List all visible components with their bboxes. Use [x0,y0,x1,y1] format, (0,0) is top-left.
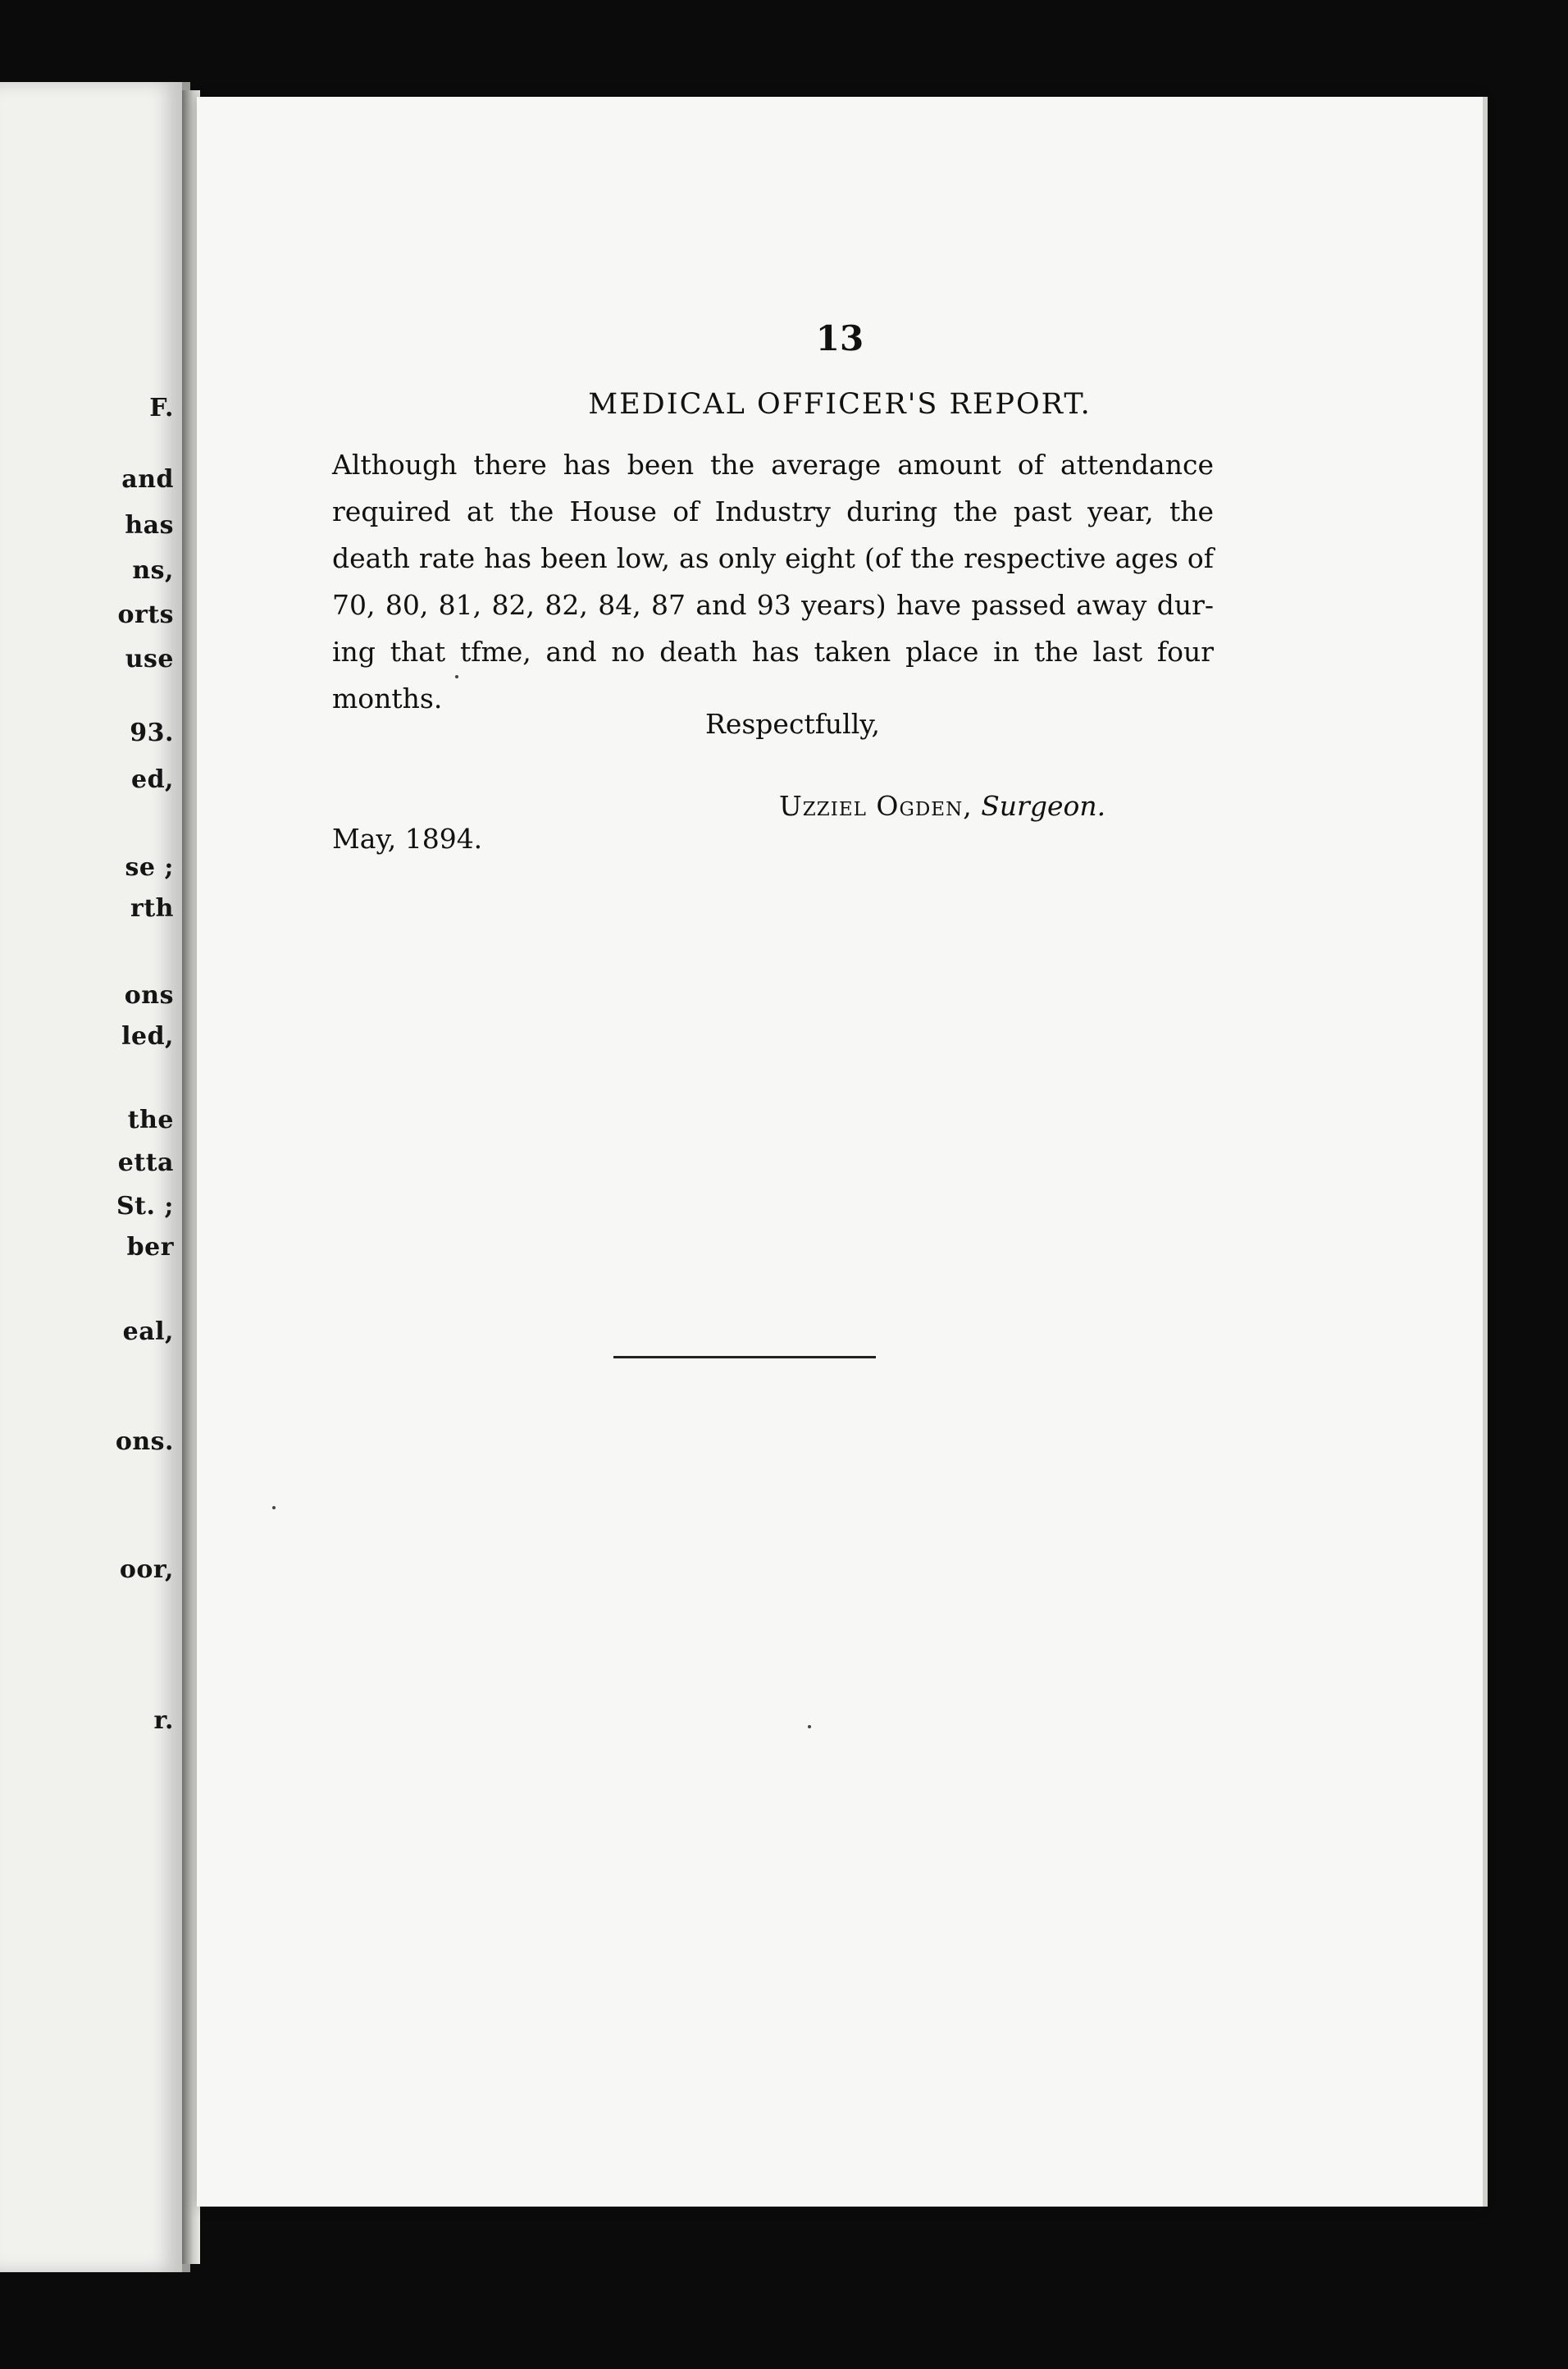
left-page [0,82,190,2272]
left-fragment: ber [126,1233,174,1262]
left-fragment: led, [121,1022,174,1051]
left-fragment: ns, [132,556,174,585]
left-page-text-fragments [0,82,174,2272]
left-fragment: use [125,645,174,673]
left-fragment: F. [149,394,174,422]
left-fragment: has [125,511,174,540]
paragraph-line: death rate has been low, as only eight (of the respective ages of [332,542,1214,574]
left-fragment: r. [153,1706,174,1735]
left-fragment: etta [117,1148,174,1177]
left-fragment: rth [130,894,174,923]
report-date: May, 1894. [332,823,483,855]
ink-speck [808,1725,811,1728]
left-fragment: 93. [130,719,174,747]
left-fragment: the [127,1106,174,1134]
report-paragraph [332,441,1214,722]
left-fragment: ons [124,981,174,1010]
ink-speck [455,675,458,678]
left-fragment: and [121,465,174,494]
left-fragment: ons. [115,1427,174,1456]
page-number: 13 [815,318,864,358]
horizontal-rule [613,1356,876,1358]
left-fragment: eal, [122,1317,174,1346]
left-fragment: se ; [125,853,174,882]
right-page [197,97,1483,2207]
signature-title: Surgeon. [981,790,1106,822]
paragraph-line: required at the House of Industry during the past year, the [332,495,1214,527]
paragraph-line: 70, 80, 81, 82, 82, 84, 87 and 93 years) have passed away dur- [332,589,1214,621]
report-title: MEDICAL OFFICER'S REPORT. [588,388,1092,421]
ink-speck [272,1506,276,1509]
left-fragment: St. ; [116,1192,174,1221]
paragraph-line: Although there has been the average amount of attendance [332,449,1214,481]
left-fragment: orts [117,600,174,629]
paragraph-line: ing that tfme, and no death has taken place in the last four [332,636,1214,668]
paragraph-line: months. [332,682,443,714]
signature [779,790,1105,822]
left-fragment: ed, [130,765,174,794]
left-fragment: oor, [119,1555,174,1584]
signature-name: Uzziel Ogden, [779,790,973,822]
closing-salutation: Respectfully, [705,708,881,740]
